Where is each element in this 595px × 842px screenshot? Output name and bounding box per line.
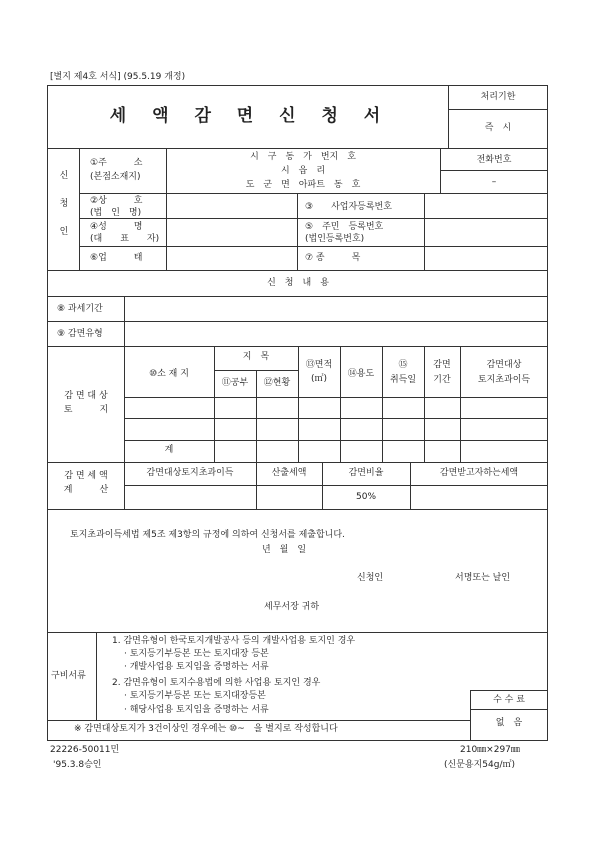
resident-reg-label-sub: (법인등록번호) bbox=[305, 234, 365, 244]
footer-paper: (신문용지54g/㎡) bbox=[444, 760, 515, 770]
deadline-value: 즉 시 bbox=[484, 123, 512, 133]
fee-value: 없 음 bbox=[495, 718, 523, 728]
document-line-1: 1. 감면유형이 한국토지개발공사 등의 개발사업용 토지인 경우 bbox=[112, 636, 356, 646]
company-name-label-sub: (법 인 명) bbox=[90, 208, 142, 218]
footer-size: 210㎜×297㎜ bbox=[460, 745, 520, 755]
tax-period-label: ⑧ 과세기간 bbox=[57, 304, 103, 314]
form-title: 세 액 감 면 신 청 서 bbox=[109, 106, 391, 126]
form-reference: [별지 제4호 서식] (95.5.19 개정) bbox=[50, 72, 186, 82]
land-location-header: ⑩소 재 지 bbox=[149, 369, 189, 379]
tax-col-requested: 감면받고자하는세액 bbox=[439, 468, 519, 478]
business-type-label: ⑥업 태 bbox=[90, 253, 143, 263]
land-jimok-header: 지 목 bbox=[242, 352, 270, 362]
address-line-3: 도 군 면 아파트 동 호 bbox=[245, 180, 361, 190]
land-acq-header: 취득일 bbox=[389, 375, 417, 385]
note-text: ※ 감면대상토지가 3건이상인 경우에는 ⑩~ 을 별지로 작성합니다 bbox=[74, 724, 338, 734]
land-acq-num: ⑮ bbox=[398, 360, 408, 370]
land-hyeonhwang-header: ⑫현황 bbox=[263, 378, 291, 388]
address-line-1: 시 구 동 가 번지 호 bbox=[250, 152, 356, 162]
representative-label: ④성 명 bbox=[90, 222, 143, 232]
declaration-sign: 서명또는 날인 bbox=[455, 573, 511, 583]
address-label: ①주 소 bbox=[90, 158, 143, 168]
applicant-side-label: 신 청 인 bbox=[59, 171, 69, 237]
document-line-6: · 해당사업용 토지임을 증명하는 서류 bbox=[124, 705, 269, 715]
land-use-header: ⑭용도 bbox=[347, 369, 375, 379]
land-side-label: 감 면 대 상 토 지 bbox=[63, 391, 109, 415]
declaration-recipient: 세무서장 귀하 bbox=[264, 602, 320, 612]
document-line-2: · 토지등기부등본 또는 토지대장 등본 bbox=[124, 649, 269, 659]
documents-label: 구비서류 bbox=[51, 671, 86, 681]
deadline-label: 처리기한 bbox=[480, 92, 516, 102]
land-total-label: 계 bbox=[164, 445, 174, 455]
business-reg-label: ③ 사업자등록번호 bbox=[305, 202, 392, 212]
company-name-label: ②상 호 bbox=[90, 196, 143, 206]
document-line-3: · 개발사업용 토지임을 증명하는 서류 bbox=[124, 662, 269, 672]
tax-side-label: 감 면 세 액 계 산 bbox=[63, 471, 109, 495]
land-gongbu-header: ⑪공부 bbox=[221, 378, 249, 388]
land-period-header-sub: 기간 bbox=[433, 375, 451, 385]
tax-col-computed: 산출세액 bbox=[271, 468, 307, 478]
declaration-text: 토지초과이득세법 제5조 제3항의 규정에 의하여 신청서를 제출합니다. bbox=[70, 530, 345, 540]
phone-value[interactable]: – bbox=[491, 177, 497, 187]
fee-label: 수 수 료 bbox=[493, 695, 525, 705]
land-area-unit: (㎡) bbox=[310, 374, 328, 384]
section-title: 신 청 내 용 bbox=[267, 278, 329, 288]
address-label-sub: (본점소재지) bbox=[90, 172, 141, 182]
tax-col-ratio: 감면비율 bbox=[348, 468, 384, 478]
land-excess-header: 감면대상 bbox=[486, 360, 522, 370]
resident-reg-label: ⑤ 주민 등록번호 bbox=[305, 222, 384, 232]
footer-code: 22226-50011민 bbox=[50, 745, 120, 755]
declaration-date: 년 월 일 bbox=[261, 545, 307, 555]
address-line-2: 시 읍 리 bbox=[280, 166, 326, 176]
land-area-header: ⑬면적 bbox=[305, 360, 333, 370]
footer-approval: '95.3.8승인 bbox=[53, 760, 102, 770]
document-line-5: · 토지등기부등본 또는 토지대장등본 bbox=[124, 691, 266, 701]
representative-label-sub: (대 표 자) bbox=[90, 234, 160, 244]
reduction-type-label: ⑨ 감면유형 bbox=[57, 329, 103, 339]
business-item-label: ⑦ 종 목 bbox=[305, 253, 361, 263]
land-excess-header-sub: 토지초과이득 bbox=[477, 375, 531, 385]
tax-ratio-value: 50% bbox=[355, 492, 377, 502]
phone-label: 전화번호 bbox=[476, 155, 512, 165]
document-line-4: 2. 감면유형이 토지수용법에 의한 사업용 토지인 경우 bbox=[112, 678, 321, 688]
tax-col-excess: 감면대상토지초과이득 bbox=[146, 468, 234, 478]
land-period-header: 감면 bbox=[433, 360, 451, 370]
declaration-applicant: 신청인 bbox=[357, 573, 384, 583]
